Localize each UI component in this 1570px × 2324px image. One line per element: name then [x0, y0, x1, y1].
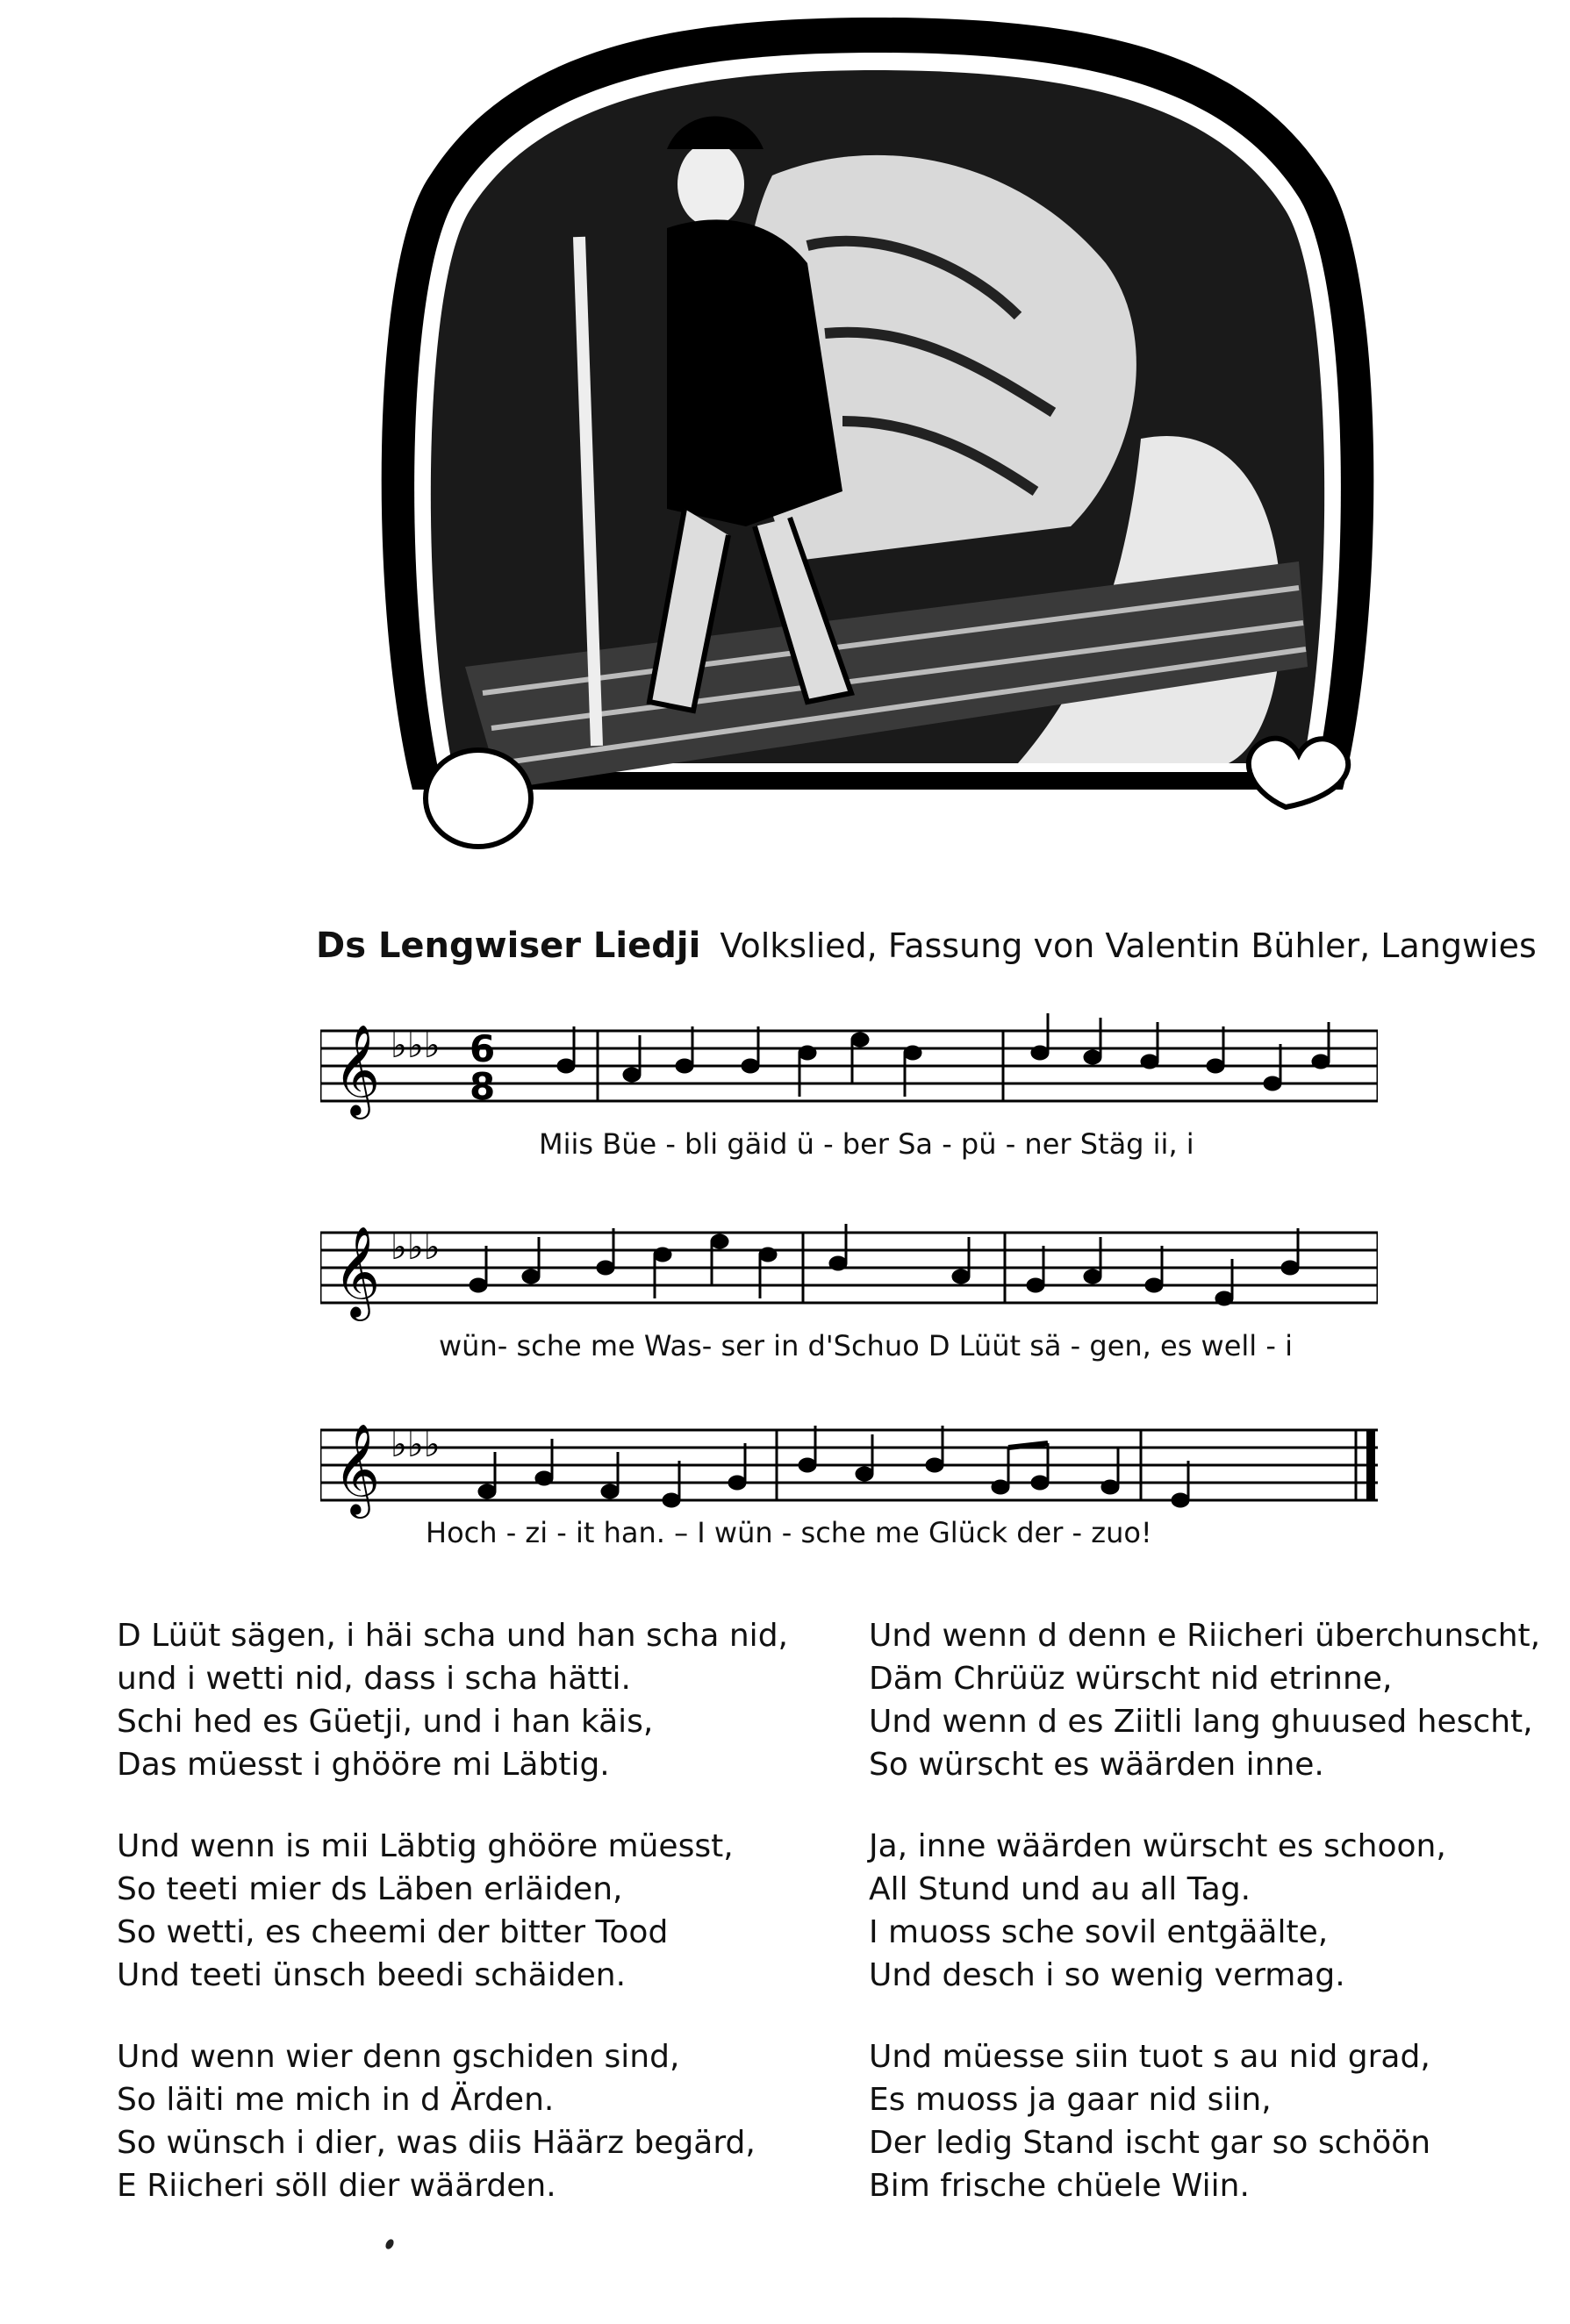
verse-6: [869, 2035, 1430, 2207]
music-staff-1: [320, 1013, 1378, 1123]
music-staff-2: [320, 1215, 1378, 1325]
verse-line: Und wenn wier denn gschiden sind,: [117, 2039, 680, 2075]
verse-line: Der ledig Stand ischt gar so schöön: [869, 2125, 1431, 2161]
song-title: Ds Lengwiser Liedji: [316, 926, 701, 966]
verse-line: So läiti me mich in d Ärden.: [117, 2082, 555, 2118]
verse-line: All Stund und au all Tag.: [869, 1871, 1251, 1907]
verse-line: Schi hed es Güetji, und i han käis,: [117, 1704, 654, 1740]
lyric-line-1: Miis Büe - bli gäid ü - ber Sa - pü - ner Stäg ii, i: [539, 1127, 1194, 1161]
verse-line: Es muoss ja gaar nid siin,: [869, 2082, 1272, 2118]
treble-clef: 𝄞: [333, 1423, 381, 1515]
verse-line: Und müesse siin tuot s au nid grad,: [869, 2039, 1430, 2075]
verse-line: Das müesst i ghööre mi Läbtig.: [117, 1747, 610, 1783]
verse-line: Und wenn d denn e Riicheri überchunscht,: [869, 1618, 1541, 1654]
verse-2: [117, 1825, 734, 1997]
flat-sign: ♭♭♭: [391, 1026, 441, 1066]
verse-line: So würscht es wäärden inne.: [869, 1747, 1324, 1783]
verse-line: E Riicheri söll dier wäärden.: [117, 2168, 556, 2204]
flat-sign: ♭♭♭: [391, 1425, 441, 1465]
stone-left: [426, 750, 531, 847]
verse-line: Ja, inne wäärden würscht es schoon,: [869, 1828, 1446, 1864]
folk-song-illustration: [351, 0, 1404, 877]
verse-line: So wünsch i dier, was diis Häärz begärd,: [117, 2125, 756, 2161]
figure-head: [677, 142, 744, 226]
verse-3: [117, 2035, 756, 2207]
verse-4: [869, 1614, 1540, 1786]
music-staff-3: [320, 1412, 1378, 1522]
verse-line: So teeti mier ds Läben erläiden,: [117, 1871, 623, 1907]
verse-line: und i wetti nid, dass i scha hätti.: [117, 1661, 631, 1697]
flat-sign: ♭♭♭: [391, 1227, 441, 1268]
verse-line: Und desch i so wenig vermag.: [869, 1957, 1345, 1993]
verse-5: [869, 1825, 1446, 1997]
time-signature-bottom: 8: [470, 1065, 496, 1108]
verse-line: Bim frische chüele Wiin.: [869, 2168, 1250, 2204]
lyric-line-3: Hoch - zi - it han. – I wün - sche me Glück der - zuo!: [426, 1516, 1152, 1549]
verse-line: I muoss sche sovil entgäälte,: [869, 1914, 1329, 1950]
song-subtitle: Volkslied, Fassung von Valentin Bühler, Langwies: [720, 926, 1537, 965]
heart-stone-right: [1249, 739, 1348, 807]
ink-mark: [384, 2238, 396, 2250]
notes: [470, 1224, 1298, 1305]
treble-clef: 𝄞: [333, 1024, 381, 1116]
verse-line: Däm Chrüüz würscht nid etrinne,: [869, 1661, 1393, 1697]
time-signature-top: 6: [470, 1027, 496, 1070]
treble-clef: 𝄞: [333, 1226, 381, 1318]
verse-line: Und wenn is mii Läbtig ghööre müesst,: [117, 1828, 734, 1864]
title-row: [316, 926, 1537, 978]
verse-line: Und teeti ünsch beedi schäiden.: [117, 1957, 627, 1993]
verse-1: [117, 1614, 788, 1786]
verse-line: D Lüüt sägen, i häi scha und han scha nid,: [117, 1618, 788, 1654]
lyric-line-2: wün- sche me Was- ser in d'Schuo D Lüüt sä - gen, es well - i: [439, 1329, 1293, 1362]
verse-line: Und wenn d es Ziitli lang ghuused hescht,: [869, 1704, 1533, 1740]
verse-line: So wetti, es cheemi der bitter Tood: [117, 1914, 669, 1950]
